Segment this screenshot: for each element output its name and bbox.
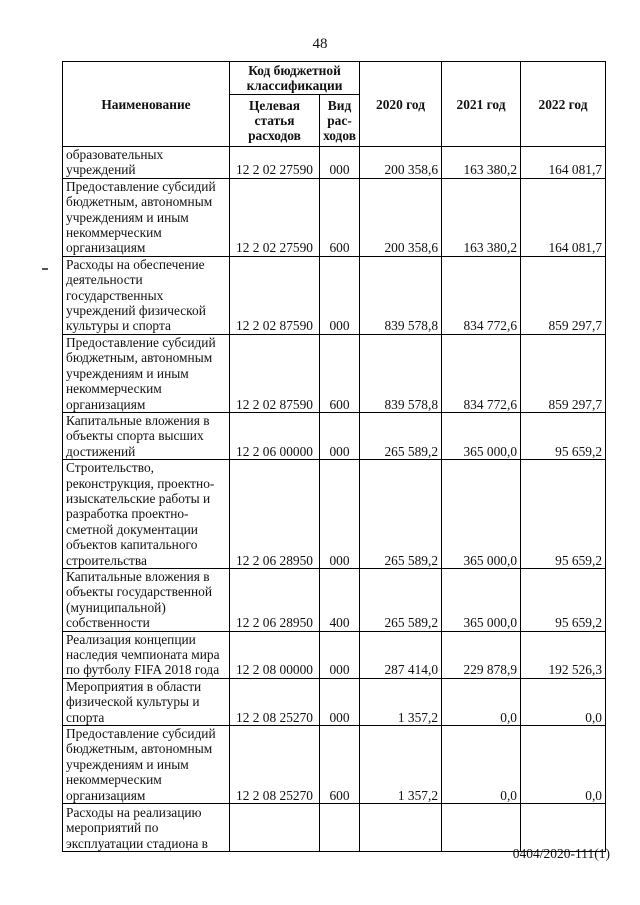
row-value-2021: 0,0 [442,726,521,804]
row-target-article: 12 2 06 00000 [230,412,320,459]
row-expense-type: 600 [320,726,360,804]
row-value-2020: 839 578,8 [360,256,442,334]
table-row [63,178,606,256]
row-expense-type: 000 [320,256,360,334]
row-name: Предоставление субсидий бюджетным, автономным учреждениям и иным некоммерческим организациям [63,726,230,804]
row-target-article: 12 2 08 25270 [230,678,320,725]
row-name: Предоставление субсидий бюджетным, автономным учреждениям и иным некоммерческим организациям [63,334,230,412]
row-value-2020: 200 358,6 [360,147,442,179]
page-number: 48 [312,36,328,52]
row-expense-type: 000 [320,147,360,179]
row-value-2021: 0,0 [442,678,521,725]
row-expense-type: 400 [320,568,360,631]
row-value-2020 [360,804,442,852]
row-value-2021 [442,804,521,852]
header-name: Наименование [63,62,230,147]
row-name: Предоставление субсидий бюджетным, автономным учреждениям и иным некоммерческим организациям [63,178,230,256]
row-value-2020: 265 589,2 [360,460,442,569]
row-name: Расходы на обеспечение деятельности государственных учреждений физической культуры и спорта [63,256,230,334]
header-2020: 2020 год [360,62,442,147]
row-target-article: 12 2 02 27590 [230,178,320,256]
row-name: Строительство, реконструкция, проектно-изыскательские работы и разработка проектно-сметной документации объектов капитального строительства [63,460,230,569]
row-name: Капитальные вложения в объекты государственной (муниципальной) собственности [63,568,230,631]
row-value-2021: 365 000,0 [442,412,521,459]
row-value-2022: 859 297,7 [521,334,606,412]
row-target-article [230,804,320,852]
header-expense-type: Вид рас-ходов [320,95,360,147]
row-value-2020: 265 589,2 [360,568,442,631]
table-row [63,460,606,569]
table-row [63,334,606,412]
header-code-group: Код бюджетной классификации [230,62,360,95]
table-row [63,726,606,804]
row-expense-type [320,804,360,852]
row-value-2020: 200 358,6 [360,178,442,256]
table-body [63,147,606,852]
row-expense-type: 000 [320,631,360,678]
row-value-2022: 0,0 [521,726,606,804]
row-value-2021: 365 000,0 [442,568,521,631]
row-value-2022: 859 297,7 [521,256,606,334]
row-name: Расходы на реализацию мероприятий по эксплуатации стадиона в [63,804,230,852]
row-value-2021: 163 380,2 [442,147,521,179]
row-value-2022: 95 659,2 [521,568,606,631]
row-value-2020: 265 589,2 [360,412,442,459]
table-row [63,678,606,725]
row-value-2020: 1 357,2 [360,726,442,804]
row-name: Реализация концепции наследия чемпионата мира по футболу FIFA 2018 года [63,631,230,678]
table-row [63,631,606,678]
table-row [63,256,606,334]
row-target-article: 12 2 06 28950 [230,568,320,631]
row-value-2022: 164 081,7 [521,147,606,179]
row-value-2021: 365 000,0 [442,460,521,569]
row-value-2020: 287 414,0 [360,631,442,678]
row-value-2022: 192 526,3 [521,631,606,678]
document-code: 0404/2020-111(1) [512,846,610,861]
row-value-2021: 834 772,6 [442,256,521,334]
row-target-article: 12 2 08 00000 [230,631,320,678]
row-value-2022: 164 081,7 [521,178,606,256]
row-name: Мероприятия в области физической культуры и спорта [63,678,230,725]
header-2021: 2021 год [442,62,521,147]
row-target-article: 12 2 02 87590 [230,256,320,334]
row-value-2020: 1 357,2 [360,678,442,725]
row-value-2021: 834 772,6 [442,334,521,412]
row-expense-type: 000 [320,412,360,459]
table-row [63,147,606,179]
row-value-2021: 229 878,9 [442,631,521,678]
row-target-article: 12 2 06 28950 [230,460,320,569]
row-value-2022 [521,804,606,852]
row-target-article: 12 2 02 27590 [230,147,320,179]
header-2022: 2022 год [521,62,606,147]
scan-mark [42,268,48,270]
table-row [63,804,606,852]
row-expense-type: 000 [320,460,360,569]
table-header [63,62,606,147]
row-target-article: 12 2 08 25270 [230,726,320,804]
row-value-2022: 0,0 [521,678,606,725]
row-expense-type: 600 [320,178,360,256]
budget-table [62,61,606,852]
row-expense-type: 600 [320,334,360,412]
row-name: Капитальные вложения в объекты спорта высших достижений [63,412,230,459]
row-name: образовательных учреждений [63,147,230,179]
row-target-article: 12 2 02 87590 [230,334,320,412]
row-value-2020: 839 578,8 [360,334,442,412]
table-row [63,412,606,459]
row-expense-type: 000 [320,678,360,725]
row-value-2022: 95 659,2 [521,412,606,459]
header-target-article: Целевая статья расходов [230,95,320,147]
table-row [63,568,606,631]
row-value-2022: 95 659,2 [521,460,606,569]
row-value-2021: 163 380,2 [442,178,521,256]
